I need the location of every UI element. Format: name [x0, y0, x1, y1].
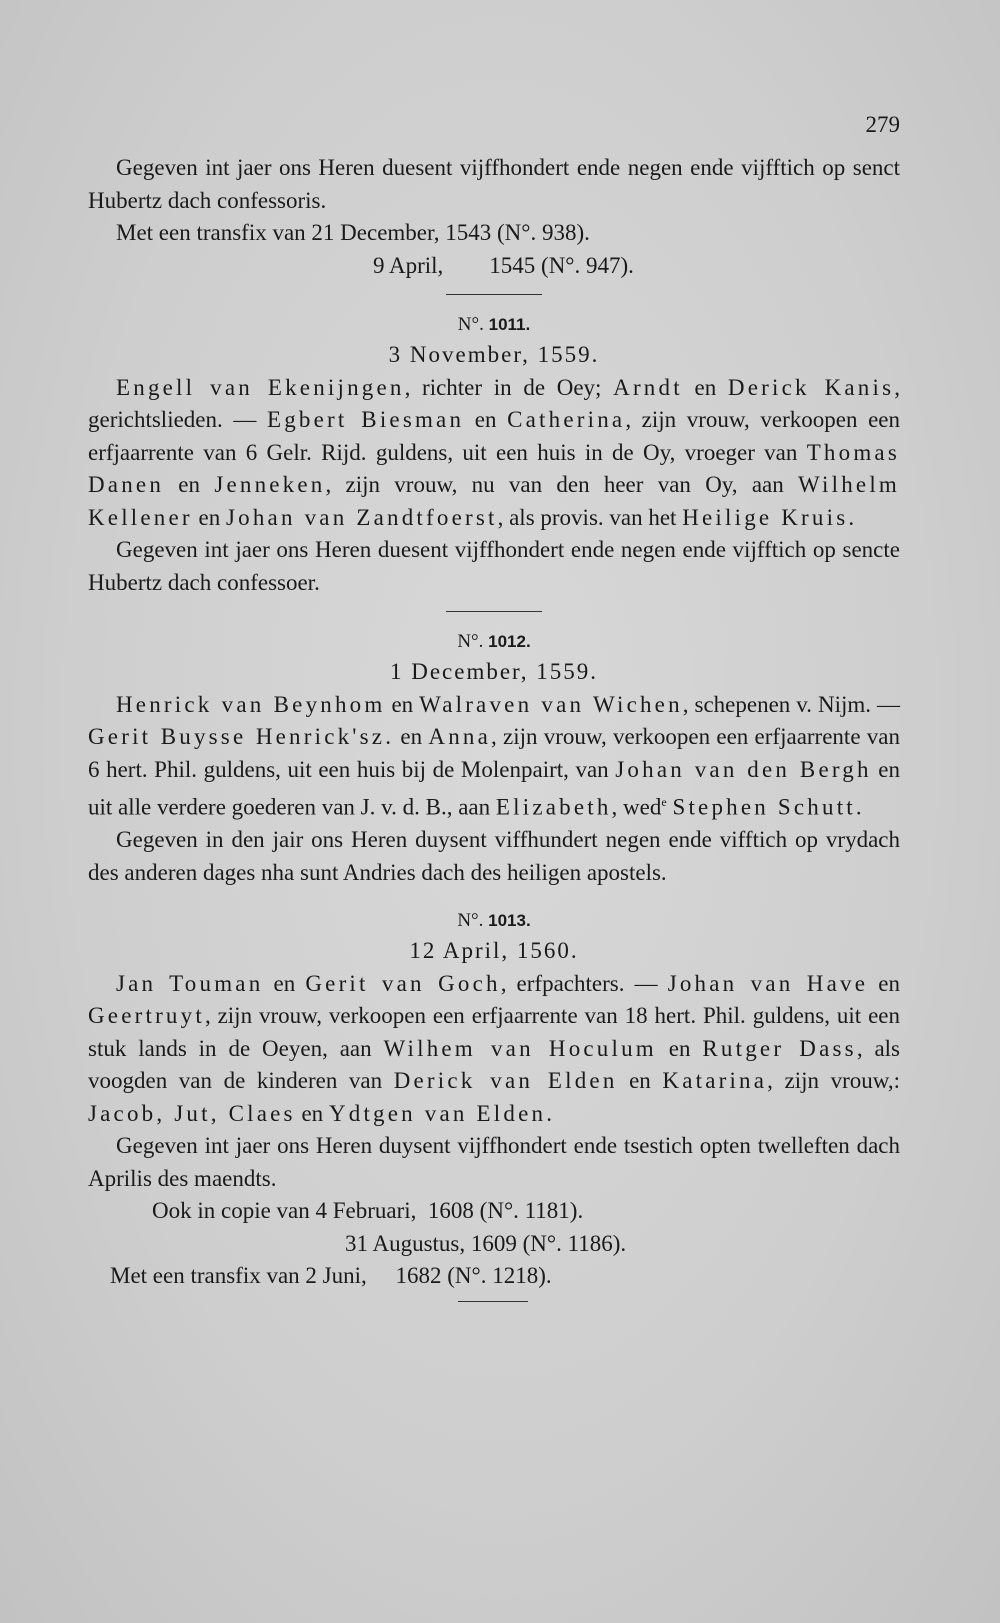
entry-text: Henrick van Beynhom en Walraven van Wichen, schepenen v. Nijm. — Gerit Buysse Henrick'sz. en Anna, zijn vrouw, verkoopen een erfjaarrente van 6 hert. Phil. guldens, uit een huis bij de Molenpairt, van Johan van den Bergh en uit alle verdere goederen van J. v. d. B., aan Elizabeth, wed$^e$ Stephen Schutt. — [88, 691, 900, 820]
entry-number: N°. 1012. — [457, 631, 531, 652]
entry-dating-clause: Gegeven in den jair ons Heren duysent viffhundert negen ende vifftich op vrydach des anderen dages nha sunt Andries dach des heiligen apostels. — [88, 827, 900, 885]
closing-paragraph: Gegeven int jaer ons Heren duesent vijffhondert ende negen ende vijfftich op senct Hubertz dach confessoris. — [88, 155, 900, 213]
page-body — [88, 152, 900, 1302]
entry-text: Jan Touman en Gerit van Goch, erfpachters. — Johan van Have en Geertruyt, zijn vrouw, verkoopen een erfjaarrente van 18 hert. Phil. guldens, uit een stuk lands in de Oeyen, aan Wilhem van Hoculum en Rutger Dass, als voogden van de kinderen van Derick van Elden en Katarina, zijn vrouw,: Jacob, Jut, Claes en Ydtgen van Elden. — [88, 970, 901, 1126]
transfix-line: Met een transfix van 21 December, 1543 (N°. 938). — [116, 220, 590, 245]
entry-dating-clause: Gegeven int jaer ons Heren duysent vijffhondert ende tsestich opten twelleften dach Aprilis des maendts. — [88, 1133, 900, 1191]
transfix-line: 9 April, 1545 (N°. 947). — [373, 252, 634, 278]
divider — [446, 294, 542, 295]
entry-dating-clause: Gegeven int jaer ons Heren duesent vijffhondert ende negen ende vijfftich op sencte Hubertz dach confessoer. — [88, 537, 900, 595]
entry-date: 3 November, 1559. — [388, 342, 600, 367]
copy-line: Ook in copie van 4 Februari, 1608 (N°. 1181). — [152, 1198, 584, 1224]
divider — [458, 1301, 528, 1302]
entry-date: 12 April, 1560. — [409, 938, 579, 964]
divider — [446, 611, 542, 612]
page-number: 279 — [865, 112, 900, 137]
copy-line: 31 Augustus, 1609 (N°. 1186). — [345, 1230, 627, 1256]
entry-number: N°. 1011. — [457, 314, 531, 335]
entry-text: Engell van Ekenijngen, richter in de Oey; Arndt en Derick Kanis, gerichtslieden. — Egbert Biesman en Catherina, zijn vrouw, verkoopen een erfjaarrente van 6 Gelr. Rijd. guldens, uit een huis in de Oy, vroeger van Thomas Danen en Jenneken, zijn vrouw, nu van den heer van Oy, aan Wilhelm Kellener en Johan van Zandtfoerst, als provis. van het Heilige Kruis. — [88, 374, 901, 530]
entry-date: 1 December, 1559. — [389, 659, 599, 684]
entry-number: N°. 1013. — [457, 910, 531, 932]
transfix-line: Met een transfix van 2 Juni, 1682 (N°. 1218). — [110, 1263, 552, 1289]
